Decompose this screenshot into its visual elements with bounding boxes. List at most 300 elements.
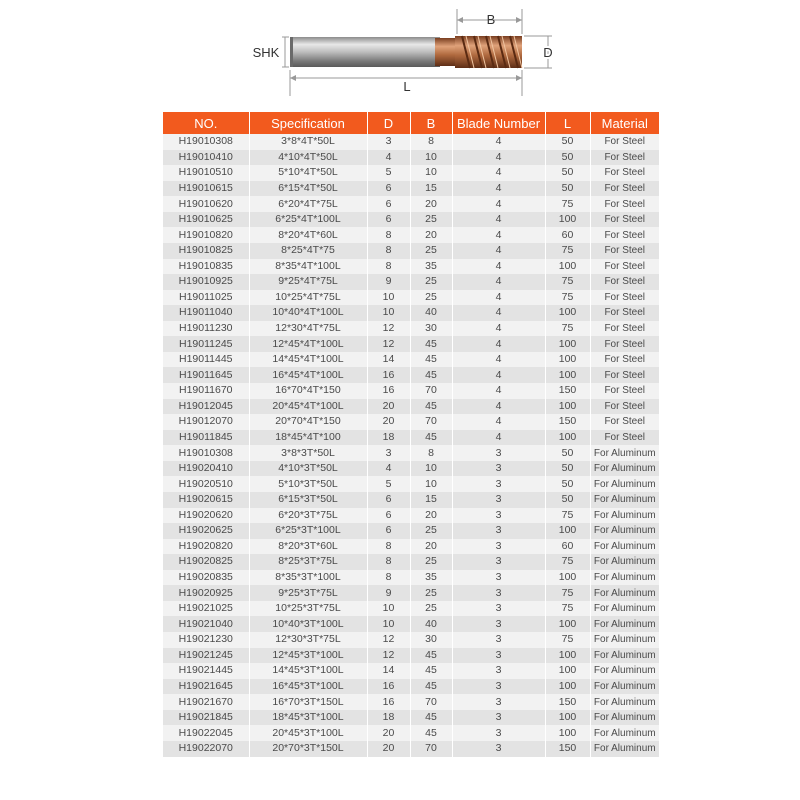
cell-b: 25 xyxy=(410,601,452,617)
cell-no: H19010510 xyxy=(163,165,249,181)
table-row xyxy=(163,430,659,446)
cell-l: 100 xyxy=(545,725,590,741)
cell-b: 8 xyxy=(410,445,452,461)
cell-material: For Aluminum xyxy=(590,601,659,617)
table-row xyxy=(163,352,659,368)
cell-material: For Aluminum xyxy=(590,632,659,648)
cell-specification: 20*70*3T*150L xyxy=(249,741,367,757)
cell-specification: 20*45*4T*100L xyxy=(249,399,367,415)
cell-no: H19021230 xyxy=(163,632,249,648)
cell-blade-number: 3 xyxy=(452,616,545,632)
cell-d: 10 xyxy=(367,290,410,306)
cell-d: 20 xyxy=(367,399,410,415)
cell-specification: 4*10*4T*50L xyxy=(249,150,367,166)
cell-b: 15 xyxy=(410,492,452,508)
cell-material: For Aluminum xyxy=(590,725,659,741)
cell-material: For Aluminum xyxy=(590,585,659,601)
cell-l: 60 xyxy=(545,539,590,555)
cell-d: 3 xyxy=(367,134,410,150)
cell-d: 10 xyxy=(367,305,410,321)
cell-blade-number: 4 xyxy=(452,352,545,368)
cell-specification: 6*20*3T*75L xyxy=(249,508,367,524)
header-material: Material xyxy=(590,112,659,134)
label-l: L xyxy=(403,79,411,94)
cell-d: 6 xyxy=(367,492,410,508)
cell-b: 10 xyxy=(410,476,452,492)
end-mill-diagram xyxy=(0,0,800,110)
cell-l: 75 xyxy=(545,243,590,259)
cell-no: H19010308 xyxy=(163,134,249,150)
cell-no: H19010620 xyxy=(163,196,249,212)
table-row xyxy=(163,367,659,383)
cell-l: 100 xyxy=(545,679,590,695)
cell-specification: 16*45*4T*100L xyxy=(249,367,367,383)
cell-l: 100 xyxy=(545,336,590,352)
cell-blade-number: 3 xyxy=(452,523,545,539)
cell-d: 12 xyxy=(367,321,410,337)
cell-blade-number: 4 xyxy=(452,259,545,275)
cell-no: H19012070 xyxy=(163,414,249,430)
cell-d: 14 xyxy=(367,663,410,679)
cell-no: H19011040 xyxy=(163,305,249,321)
cell-material: For Steel xyxy=(590,352,659,368)
table-row xyxy=(163,259,659,275)
cell-d: 6 xyxy=(367,523,410,539)
cell-no: H19020615 xyxy=(163,492,249,508)
cell-blade-number: 4 xyxy=(452,430,545,446)
cell-b: 45 xyxy=(410,710,452,726)
table-row xyxy=(163,196,659,212)
table-row xyxy=(163,290,659,306)
cell-no: H19021645 xyxy=(163,679,249,695)
cell-l: 100 xyxy=(545,523,590,539)
table-row xyxy=(163,212,659,228)
cell-blade-number: 4 xyxy=(452,196,545,212)
cell-l: 75 xyxy=(545,508,590,524)
label-shk: SHK xyxy=(252,45,280,60)
cell-material: For Aluminum xyxy=(590,445,659,461)
cell-d: 20 xyxy=(367,725,410,741)
cell-b: 25 xyxy=(410,523,452,539)
cell-blade-number: 3 xyxy=(452,694,545,710)
cell-material: For Steel xyxy=(590,336,659,352)
cell-no: H19011670 xyxy=(163,383,249,399)
cell-specification: 6*25*3T*100L xyxy=(249,523,367,539)
cell-l: 50 xyxy=(545,165,590,181)
cell-l: 150 xyxy=(545,741,590,757)
cell-specification: 14*45*4T*100L xyxy=(249,352,367,368)
cell-no: H19010308 xyxy=(163,445,249,461)
cell-specification: 16*70*4T*150 xyxy=(249,383,367,399)
cell-specification: 6*25*4T*100L xyxy=(249,212,367,228)
cell-specification: 5*10*3T*50L xyxy=(249,476,367,492)
cell-no: H19020820 xyxy=(163,539,249,555)
table-row xyxy=(163,321,659,337)
table-row xyxy=(163,336,659,352)
header-b: B xyxy=(410,112,452,134)
cell-material: For Steel xyxy=(590,227,659,243)
cell-l: 50 xyxy=(545,150,590,166)
cell-b: 45 xyxy=(410,648,452,664)
table-row xyxy=(163,601,659,617)
cell-d: 16 xyxy=(367,679,410,695)
cell-b: 45 xyxy=(410,399,452,415)
cell-d: 8 xyxy=(367,259,410,275)
cell-d: 8 xyxy=(367,570,410,586)
table-row xyxy=(163,679,659,695)
cell-l: 50 xyxy=(545,181,590,197)
cell-blade-number: 4 xyxy=(452,367,545,383)
cell-l: 100 xyxy=(545,430,590,446)
cell-d: 16 xyxy=(367,383,410,399)
cell-blade-number: 4 xyxy=(452,414,545,430)
cell-d: 12 xyxy=(367,648,410,664)
cell-no: H19010625 xyxy=(163,212,249,228)
cell-material: For Aluminum xyxy=(590,523,659,539)
table-row xyxy=(163,399,659,415)
table-row xyxy=(163,554,659,570)
cell-material: For Steel xyxy=(590,259,659,275)
cell-specification: 9*25*4T*75L xyxy=(249,274,367,290)
cell-specification: 12*45*4T*100L xyxy=(249,336,367,352)
cell-l: 75 xyxy=(545,321,590,337)
cell-material: For Aluminum xyxy=(590,492,659,508)
tool-shank xyxy=(290,37,440,67)
cell-specification: 9*25*3T*75L xyxy=(249,585,367,601)
cell-blade-number: 4 xyxy=(452,321,545,337)
cell-d: 20 xyxy=(367,414,410,430)
cell-l: 150 xyxy=(545,414,590,430)
cell-b: 35 xyxy=(410,259,452,275)
table-row xyxy=(163,305,659,321)
cell-blade-number: 4 xyxy=(452,243,545,259)
cell-b: 45 xyxy=(410,352,452,368)
cell-no: H19010925 xyxy=(163,274,249,290)
cell-material: For Aluminum xyxy=(590,663,659,679)
cell-blade-number: 4 xyxy=(452,181,545,197)
cell-specification: 8*20*3T*60L xyxy=(249,539,367,555)
cell-d: 3 xyxy=(367,445,410,461)
cell-material: For Steel xyxy=(590,290,659,306)
cell-material: For Aluminum xyxy=(590,741,659,757)
table-row xyxy=(163,616,659,632)
cell-material: For Steel xyxy=(590,321,659,337)
table-row xyxy=(163,243,659,259)
cell-no: H19010835 xyxy=(163,259,249,275)
cell-material: For Aluminum xyxy=(590,570,659,586)
cell-l: 50 xyxy=(545,445,590,461)
cell-specification: 16*45*3T*100L xyxy=(249,679,367,695)
cell-l: 100 xyxy=(545,352,590,368)
cell-no: H19011025 xyxy=(163,290,249,306)
cell-b: 45 xyxy=(410,679,452,695)
cell-d: 8 xyxy=(367,227,410,243)
cell-b: 10 xyxy=(410,150,452,166)
cell-no: H19010820 xyxy=(163,227,249,243)
table-row xyxy=(163,508,659,524)
cell-material: For Aluminum xyxy=(590,554,659,570)
cell-material: For Steel xyxy=(590,181,659,197)
cell-no: H19011245 xyxy=(163,336,249,352)
cell-b: 10 xyxy=(410,461,452,477)
table-row xyxy=(163,476,659,492)
cell-d: 9 xyxy=(367,274,410,290)
cell-blade-number: 3 xyxy=(452,539,545,555)
cell-l: 100 xyxy=(545,570,590,586)
cell-blade-number: 4 xyxy=(452,305,545,321)
cell-l: 75 xyxy=(545,196,590,212)
cell-material: For Steel xyxy=(590,305,659,321)
table-row xyxy=(163,227,659,243)
cell-d: 5 xyxy=(367,165,410,181)
cell-blade-number: 4 xyxy=(452,274,545,290)
cell-d: 10 xyxy=(367,616,410,632)
cell-blade-number: 3 xyxy=(452,741,545,757)
cell-material: For Steel xyxy=(590,414,659,430)
cell-b: 25 xyxy=(410,243,452,259)
cell-material: For Steel xyxy=(590,134,659,150)
table-row xyxy=(163,710,659,726)
cell-blade-number: 3 xyxy=(452,585,545,601)
cell-blade-number: 4 xyxy=(452,212,545,228)
cell-d: 4 xyxy=(367,150,410,166)
cell-l: 100 xyxy=(545,367,590,383)
table-row xyxy=(163,134,659,150)
cell-specification: 12*45*3T*100L xyxy=(249,648,367,664)
cell-no: H19022070 xyxy=(163,741,249,757)
table-row xyxy=(163,414,659,430)
cell-material: For Aluminum xyxy=(590,539,659,555)
cell-blade-number: 3 xyxy=(452,648,545,664)
cell-material: For Aluminum xyxy=(590,461,659,477)
cell-specification: 3*8*3T*50L xyxy=(249,445,367,461)
cell-no: H19020835 xyxy=(163,570,249,586)
cell-b: 20 xyxy=(410,508,452,524)
cell-d: 10 xyxy=(367,601,410,617)
cell-b: 25 xyxy=(410,290,452,306)
cell-d: 8 xyxy=(367,554,410,570)
label-b: B xyxy=(486,12,496,27)
cell-d: 16 xyxy=(367,694,410,710)
header-blade-number: Blade Number xyxy=(452,112,545,134)
cell-l: 100 xyxy=(545,710,590,726)
cell-no: H19012045 xyxy=(163,399,249,415)
cell-d: 18 xyxy=(367,710,410,726)
cell-d: 6 xyxy=(367,508,410,524)
cell-l: 100 xyxy=(545,259,590,275)
table-row xyxy=(163,383,659,399)
cell-specification: 18*45*4T*100 xyxy=(249,430,367,446)
cell-blade-number: 3 xyxy=(452,461,545,477)
table-row xyxy=(163,181,659,197)
cell-b: 8 xyxy=(410,134,452,150)
cell-specification: 10*40*3T*100L xyxy=(249,616,367,632)
cell-l: 60 xyxy=(545,227,590,243)
label-d: D xyxy=(543,45,553,60)
table-row xyxy=(163,523,659,539)
cell-blade-number: 4 xyxy=(452,134,545,150)
table-row xyxy=(163,585,659,601)
tool-coating-neck xyxy=(435,38,457,66)
cell-b: 10 xyxy=(410,165,452,181)
cell-b: 70 xyxy=(410,414,452,430)
cell-l: 100 xyxy=(545,648,590,664)
cell-d: 5 xyxy=(367,476,410,492)
table-row xyxy=(163,150,659,166)
cell-specification: 20*70*4T*150 xyxy=(249,414,367,430)
cell-b: 20 xyxy=(410,196,452,212)
cell-b: 40 xyxy=(410,616,452,632)
table-header-row xyxy=(163,112,659,134)
cell-no: H19020410 xyxy=(163,461,249,477)
cell-l: 75 xyxy=(545,274,590,290)
cell-specification: 10*25*4T*75L xyxy=(249,290,367,306)
table-row xyxy=(163,539,659,555)
cell-l: 100 xyxy=(545,399,590,415)
cell-b: 15 xyxy=(410,181,452,197)
cell-d: 8 xyxy=(367,539,410,555)
table-row xyxy=(163,274,659,290)
cell-no: H19020625 xyxy=(163,523,249,539)
cell-l: 50 xyxy=(545,134,590,150)
cell-blade-number: 4 xyxy=(452,383,545,399)
cell-no: H19021025 xyxy=(163,601,249,617)
cell-material: For Steel xyxy=(590,165,659,181)
cell-specification: 8*35*4T*100L xyxy=(249,259,367,275)
header-l: L xyxy=(545,112,590,134)
cell-specification: 20*45*3T*100L xyxy=(249,725,367,741)
cell-d: 14 xyxy=(367,352,410,368)
cell-blade-number: 3 xyxy=(452,725,545,741)
cell-blade-number: 3 xyxy=(452,570,545,586)
table-row xyxy=(163,570,659,586)
cell-no: H19021040 xyxy=(163,616,249,632)
cell-d: 16 xyxy=(367,367,410,383)
specification-table xyxy=(163,112,659,757)
cell-material: For Steel xyxy=(590,274,659,290)
cell-d: 6 xyxy=(367,212,410,228)
cell-material: For Aluminum xyxy=(590,616,659,632)
cell-no: H19021245 xyxy=(163,648,249,664)
cell-b: 45 xyxy=(410,430,452,446)
cell-blade-number: 3 xyxy=(452,663,545,679)
cell-specification: 12*30*4T*75L xyxy=(249,321,367,337)
cell-material: For Steel xyxy=(590,150,659,166)
cell-specification: 8*35*3T*100L xyxy=(249,570,367,586)
cell-specification: 10*25*3T*75L xyxy=(249,601,367,617)
cell-specification: 4*10*3T*50L xyxy=(249,461,367,477)
cell-material: For Steel xyxy=(590,367,659,383)
cell-b: 70 xyxy=(410,694,452,710)
cell-no: H19010410 xyxy=(163,150,249,166)
cell-blade-number: 4 xyxy=(452,227,545,243)
cell-l: 75 xyxy=(545,601,590,617)
cell-specification: 10*40*4T*100L xyxy=(249,305,367,321)
cell-no: H19020825 xyxy=(163,554,249,570)
cell-b: 25 xyxy=(410,554,452,570)
cell-specification: 8*25*3T*75L xyxy=(249,554,367,570)
cell-l: 150 xyxy=(545,694,590,710)
cell-material: For Aluminum xyxy=(590,679,659,695)
cell-no: H19021670 xyxy=(163,694,249,710)
cell-d: 12 xyxy=(367,336,410,352)
cell-blade-number: 3 xyxy=(452,710,545,726)
cell-b: 40 xyxy=(410,305,452,321)
cell-d: 6 xyxy=(367,181,410,197)
cell-l: 75 xyxy=(545,554,590,570)
cell-b: 70 xyxy=(410,383,452,399)
table-row xyxy=(163,725,659,741)
cell-blade-number: 4 xyxy=(452,399,545,415)
cell-b: 30 xyxy=(410,321,452,337)
cell-d: 9 xyxy=(367,585,410,601)
cell-blade-number: 3 xyxy=(452,476,545,492)
cell-specification: 6*20*4T*75L xyxy=(249,196,367,212)
cell-l: 75 xyxy=(545,290,590,306)
cell-specification: 16*70*3T*150L xyxy=(249,694,367,710)
cell-no: H19011845 xyxy=(163,430,249,446)
cell-l: 100 xyxy=(545,663,590,679)
table-row xyxy=(163,165,659,181)
table-row xyxy=(163,632,659,648)
cell-l: 50 xyxy=(545,461,590,477)
cell-no: H19020510 xyxy=(163,476,249,492)
cell-specification: 14*45*3T*100L xyxy=(249,663,367,679)
cell-specification: 6*15*4T*50L xyxy=(249,181,367,197)
cell-no: H19021845 xyxy=(163,710,249,726)
cell-b: 25 xyxy=(410,274,452,290)
cell-material: For Aluminum xyxy=(590,694,659,710)
cell-b: 45 xyxy=(410,367,452,383)
cell-material: For Steel xyxy=(590,212,659,228)
cell-l: 75 xyxy=(545,585,590,601)
cell-specification: 8*25*4T*75 xyxy=(249,243,367,259)
cell-blade-number: 4 xyxy=(452,165,545,181)
cell-d: 8 xyxy=(367,243,410,259)
cell-blade-number: 3 xyxy=(452,632,545,648)
header-specification: Specification xyxy=(249,112,367,134)
cell-d: 6 xyxy=(367,196,410,212)
header-d: D xyxy=(367,112,410,134)
cell-l: 100 xyxy=(545,305,590,321)
header-no: NO. xyxy=(163,112,249,134)
cell-b: 20 xyxy=(410,539,452,555)
cell-b: 30 xyxy=(410,632,452,648)
cell-blade-number: 4 xyxy=(452,290,545,306)
cell-no: H19010615 xyxy=(163,181,249,197)
cell-b: 45 xyxy=(410,725,452,741)
cell-blade-number: 3 xyxy=(452,492,545,508)
cell-d: 20 xyxy=(367,741,410,757)
table-row xyxy=(163,445,659,461)
cell-no: H19011230 xyxy=(163,321,249,337)
cell-d: 18 xyxy=(367,430,410,446)
table-row xyxy=(163,694,659,710)
cell-l: 100 xyxy=(545,212,590,228)
cell-no: H19020620 xyxy=(163,508,249,524)
cell-material: For Steel xyxy=(590,399,659,415)
cell-specification: 3*8*4T*50L xyxy=(249,134,367,150)
cell-b: 35 xyxy=(410,570,452,586)
cell-specification: 6*15*3T*50L xyxy=(249,492,367,508)
cell-d: 4 xyxy=(367,461,410,477)
cell-specification: 8*20*4T*60L xyxy=(249,227,367,243)
table-row xyxy=(163,461,659,477)
cell-material: For Steel xyxy=(590,243,659,259)
cell-b: 20 xyxy=(410,227,452,243)
cell-b: 45 xyxy=(410,663,452,679)
cell-no: H19011645 xyxy=(163,367,249,383)
